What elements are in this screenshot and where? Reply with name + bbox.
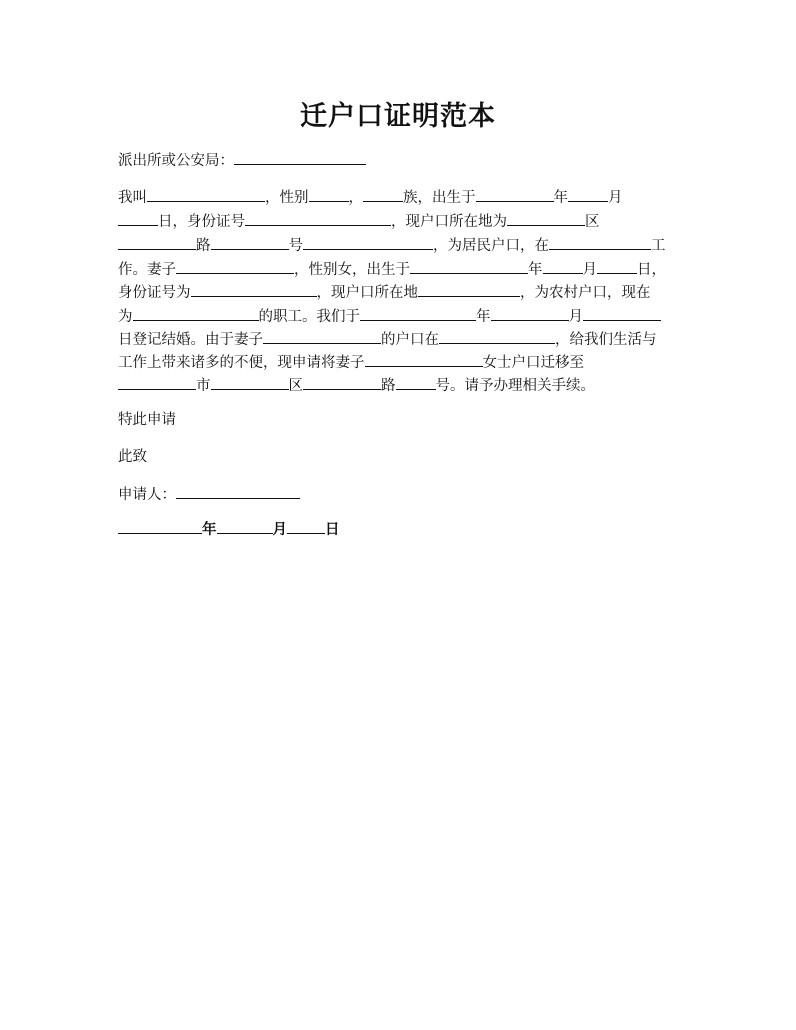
body-text: 路 <box>381 378 396 394</box>
id-number-blank[interactable] <box>245 209 391 226</box>
body-text: 日，身份证号 <box>158 214 245 230</box>
body-text: 族，出生于 <box>403 190 476 206</box>
road-blank-1[interactable] <box>118 233 196 250</box>
body-text: 区 <box>585 214 600 230</box>
body-text: 号 <box>288 238 303 254</box>
gender-blank[interactable] <box>309 185 349 202</box>
wife-birth-month-blank[interactable] <box>543 257 583 274</box>
recipient-blank[interactable] <box>234 148 366 165</box>
date-year-blank[interactable] <box>118 517 202 534</box>
wife-name-blank[interactable] <box>176 257 294 274</box>
applicant-line <box>118 482 300 504</box>
body-text: 为 <box>118 309 133 325</box>
body-text: 市 <box>196 378 211 394</box>
body-text: 月 <box>582 262 597 278</box>
body-text: ，为农村户口，现在 <box>520 285 651 301</box>
body-text: ，现户口所在地 <box>316 285 418 301</box>
name-blank[interactable] <box>147 185 265 202</box>
body-text: ， <box>348 190 363 206</box>
body-text: 我叫 <box>118 190 147 206</box>
wife-id-blank[interactable] <box>191 280 317 297</box>
ethnicity-blank[interactable] <box>363 185 403 202</box>
body-text: 年 <box>553 190 568 206</box>
date-month-blank[interactable] <box>217 517 273 534</box>
regards-line: 此致 <box>118 449 147 465</box>
body-line-2 <box>118 209 600 231</box>
body-line-3 <box>118 233 666 255</box>
address-extra-blank[interactable] <box>303 233 433 250</box>
body-text: ，为居民户口，在 <box>433 238 549 254</box>
body-line-1 <box>118 185 623 207</box>
body-line-6 <box>118 304 661 326</box>
wife-birth-day-blank[interactable] <box>597 257 637 274</box>
marriage-month-blank[interactable] <box>491 304 569 321</box>
target-road-blank[interactable] <box>303 373 381 390</box>
body-text: 月 <box>608 190 623 206</box>
body-text: ，性别 <box>265 190 309 206</box>
wife-birth-year-blank[interactable] <box>410 257 528 274</box>
city-blank[interactable] <box>118 373 196 390</box>
special-request-line: 特此申请 <box>118 412 176 428</box>
workplace-blank[interactable] <box>549 233 651 250</box>
body-text: 作。妻子 <box>118 262 176 278</box>
body-line-7 <box>118 327 657 349</box>
applicant-label: 申请人： <box>118 487 176 503</box>
body-text: 女士户口迁移至 <box>482 355 584 371</box>
district-blank[interactable] <box>507 209 585 226</box>
target-district-blank[interactable] <box>211 373 289 390</box>
birth-year-blank[interactable] <box>476 185 554 202</box>
date-day-blank[interactable] <box>287 517 325 534</box>
wife-address-blank[interactable] <box>418 280 520 297</box>
marriage-day-blank[interactable] <box>583 304 661 321</box>
marriage-year-blank[interactable] <box>360 304 476 321</box>
wife-name-blank-2[interactable] <box>263 327 381 344</box>
body-text: ，现户口所在地为 <box>391 214 507 230</box>
body-text: 日， <box>637 262 666 278</box>
birth-day-blank[interactable] <box>118 209 158 226</box>
page-title: 迁户口证明范本 <box>300 101 496 132</box>
body-text: 号。请予办理相关手续。 <box>435 378 595 394</box>
body-text: 年 <box>528 262 543 278</box>
date-line <box>118 517 340 539</box>
date-year-label: 年 <box>202 521 217 538</box>
recipient-line <box>118 148 366 170</box>
body-line-8 <box>118 350 584 372</box>
body-line-5 <box>118 280 651 302</box>
body-text: 的户口在 <box>381 332 439 348</box>
applicant-blank[interactable] <box>176 482 300 499</box>
wife-name-blank-3[interactable] <box>365 350 483 367</box>
date-day-label: 日 <box>325 521 340 538</box>
body-text: ，性别女，出生于 <box>294 262 410 278</box>
number-blank-1[interactable] <box>211 233 289 250</box>
birth-month-blank[interactable] <box>568 185 608 202</box>
body-text: ，给我们生活与 <box>555 332 657 348</box>
body-text: 身份证号为 <box>118 285 191 301</box>
target-number-blank[interactable] <box>396 373 436 390</box>
date-month-label: 月 <box>272 521 287 538</box>
body-text: 月 <box>568 309 583 325</box>
wife-employer-blank[interactable] <box>133 304 259 321</box>
recipient-label: 派出所或公安局： <box>118 153 234 169</box>
body-text: 年 <box>476 309 491 325</box>
body-line-4 <box>118 257 666 279</box>
body-text: 工 <box>651 238 666 254</box>
body-text: 工作上带来诸多的不便，现申请将妻子 <box>118 355 365 371</box>
body-text: 日登记结婚。由于妻子 <box>118 332 263 348</box>
body-text: 路 <box>196 238 211 254</box>
body-line-9 <box>118 373 595 395</box>
body-text: 区 <box>288 378 303 394</box>
wife-hukou-location-blank[interactable] <box>439 327 555 344</box>
body-text: 的职工。我们于 <box>258 309 360 325</box>
